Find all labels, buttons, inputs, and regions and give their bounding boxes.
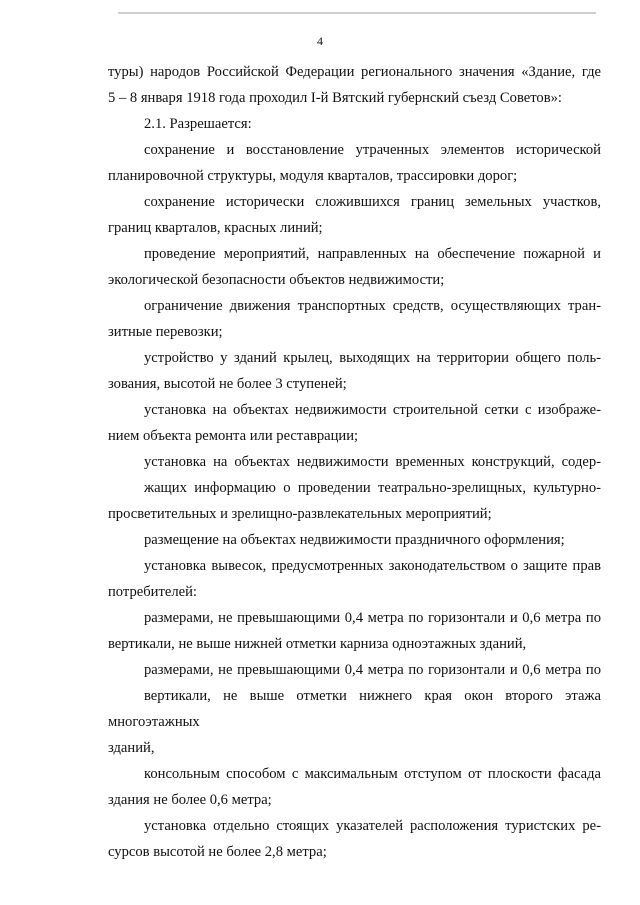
- text-line: просветительных и зрелищно-развлекательных мероприятий;: [108, 506, 492, 522]
- text-line: установка отдельно стоящих указателей расположения туристских ре-: [144, 818, 601, 834]
- text-line: 5 – 8 января 1918 года проходил I-й Вятский губернский съезд Советов»:: [108, 90, 562, 106]
- list-item: [108, 813, 601, 865]
- text-line: сохранение и восстановление утраченных элементов исторической: [144, 142, 601, 158]
- text-line: установка на объектах недвижимости строительной сетки с изображе-: [144, 402, 601, 418]
- section-heading: 2.1. Разрешается:: [144, 116, 252, 132]
- text-line: размерами, не превышающими 0,4 метра по горизонтали и 0,6 метра по: [144, 610, 601, 626]
- list-item: размещение на объектах недвижимости праздничного оформления;: [144, 532, 565, 548]
- top-scan-border: [118, 12, 596, 14]
- text-line: вертикали, не выше отметки нижнего края окон второго этажа многоэтажных: [108, 688, 601, 730]
- text-line: вертикали, не выше нижней отметки карниза одноэтажных зданий,: [108, 636, 527, 652]
- text-line: границ кварталов, красных линий;: [108, 220, 323, 236]
- text-line: экологической безопасности объектов недвижимости;: [108, 272, 445, 288]
- text-line: нием объекта ремонта или реставрации;: [108, 428, 359, 444]
- text-line: установка вывесок, предусмотренных законодательством о защите прав: [144, 558, 601, 574]
- list-item: [108, 345, 601, 397]
- text-line: проведение мероприятий, направленных на обеспечение пожарной и: [144, 246, 601, 262]
- list-item: [108, 241, 601, 293]
- list-subitem: [108, 761, 601, 813]
- list-item: [108, 293, 601, 345]
- text-line: потребителей:: [108, 584, 197, 600]
- text-line: зданий,: [108, 740, 155, 756]
- document-body: [108, 59, 601, 865]
- text-line: жащих информацию о проведении театрально-зрелищных, культурно-: [144, 480, 601, 496]
- list-item: [108, 449, 601, 527]
- list-item: [108, 397, 601, 449]
- text-line: зитные перевозки;: [108, 324, 223, 340]
- list-subitem: [108, 605, 601, 657]
- list-item: [108, 137, 601, 189]
- text-line: ограничение движения транспортных средств, осуществляющих тран-: [144, 298, 601, 314]
- list-subitem: [108, 657, 601, 761]
- text-line: устройство у зданий крылец, выходящих на территории общего поль-: [144, 350, 601, 366]
- text-line: туры) народов Российской Федерации регионального значения «Здание, где: [108, 64, 601, 80]
- text-line: сурсов высотой не более 2,8 метра;: [108, 844, 327, 860]
- text-line: консольным способом с максимальным отступом от плоскости фасада: [144, 766, 601, 782]
- text-line: планировочной структуры, модуля кварталов, трассировки дорог;: [108, 168, 518, 184]
- text-line: сохранение исторически сложившихся границ земельных участков,: [144, 194, 601, 210]
- page-number: 4: [317, 34, 323, 48]
- text-line: зования, высотой не более 3 ступеней;: [108, 376, 347, 392]
- paragraph-intro-continuation: [108, 59, 601, 111]
- list-item: [108, 553, 601, 605]
- list-item: [108, 189, 601, 241]
- text-line: установка на объектах недвижимости временных конструкций, содер-: [144, 454, 601, 470]
- text-line: размерами, не превышающими 0,4 метра по горизонтали и 0,6 метра по: [144, 662, 601, 678]
- text-line: здания не более 0,6 метра;: [108, 792, 272, 808]
